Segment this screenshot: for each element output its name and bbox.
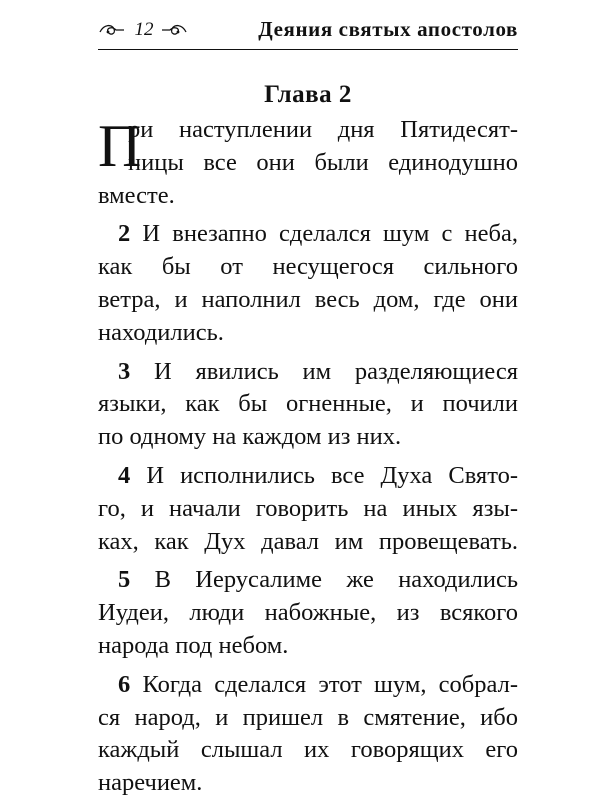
text-line: Иудеи, люди набожные, из всякого <box>98 599 518 627</box>
text-line: ри наступлении дня Пятидесят- <box>128 116 518 143</box>
text-line: го, и начали говорить на иных язы- <box>98 494 518 522</box>
text-line <box>98 564 518 597</box>
text-line: наречием. <box>98 769 203 797</box>
page-header <box>98 16 518 44</box>
running-title: Деяния святых апостолов <box>258 17 518 41</box>
text-line <box>98 460 518 493</box>
text-line: ках, как Дух давал им провещевать. <box>98 527 518 555</box>
verse-number: 3 <box>118 357 131 385</box>
verse-number: 2 <box>118 220 131 248</box>
text-line: народа под небом. <box>98 631 289 659</box>
text-line <box>98 218 518 251</box>
text-line <box>98 669 518 702</box>
text-line: по одному на каждом из них. <box>98 423 402 451</box>
verse-5 <box>98 564 518 662</box>
verse-number: 4 <box>118 461 131 489</box>
text-line <box>98 356 518 389</box>
page-number-ornament <box>98 18 188 42</box>
verse-number: 5 <box>118 566 131 594</box>
verse-text: И внезапно сделался шум с неба, <box>142 220 518 248</box>
scripture-text <box>98 114 518 800</box>
verse-text: В Иерусалиме же находились <box>154 566 519 594</box>
verse-3 <box>98 356 518 454</box>
text-line: ветра, и наполнил весь дом, где они <box>98 285 518 313</box>
verse-text: Когда сделался этот шум, собрал- <box>142 670 519 698</box>
text-line: ся народ, и пришел в смятение, ибо <box>98 703 518 731</box>
verse-6 <box>98 669 518 800</box>
verse-2 <box>98 218 518 349</box>
text-line: находились. <box>98 318 224 346</box>
text-line: языки, как бы огненные, и почили <box>98 390 518 418</box>
page-number: 12 <box>134 19 154 40</box>
chapter-title: Глава 2 <box>264 81 352 108</box>
verse-1 <box>98 114 518 212</box>
text-line: как бы от несущегося сильного <box>98 253 518 281</box>
verse-text: И исполнились все Духа Свято- <box>146 461 518 489</box>
header-rule <box>98 49 518 50</box>
verse-4 <box>98 460 518 558</box>
drop-cap: П <box>98 113 142 179</box>
verse-text: И явились им разделяющиеся <box>154 357 518 385</box>
verse-number: 6 <box>118 670 131 698</box>
text-line: каждый слышал их говорящих его <box>98 736 518 764</box>
text-line: вместе. <box>98 181 175 209</box>
text-line: ницы все они были единодушно <box>128 148 518 176</box>
